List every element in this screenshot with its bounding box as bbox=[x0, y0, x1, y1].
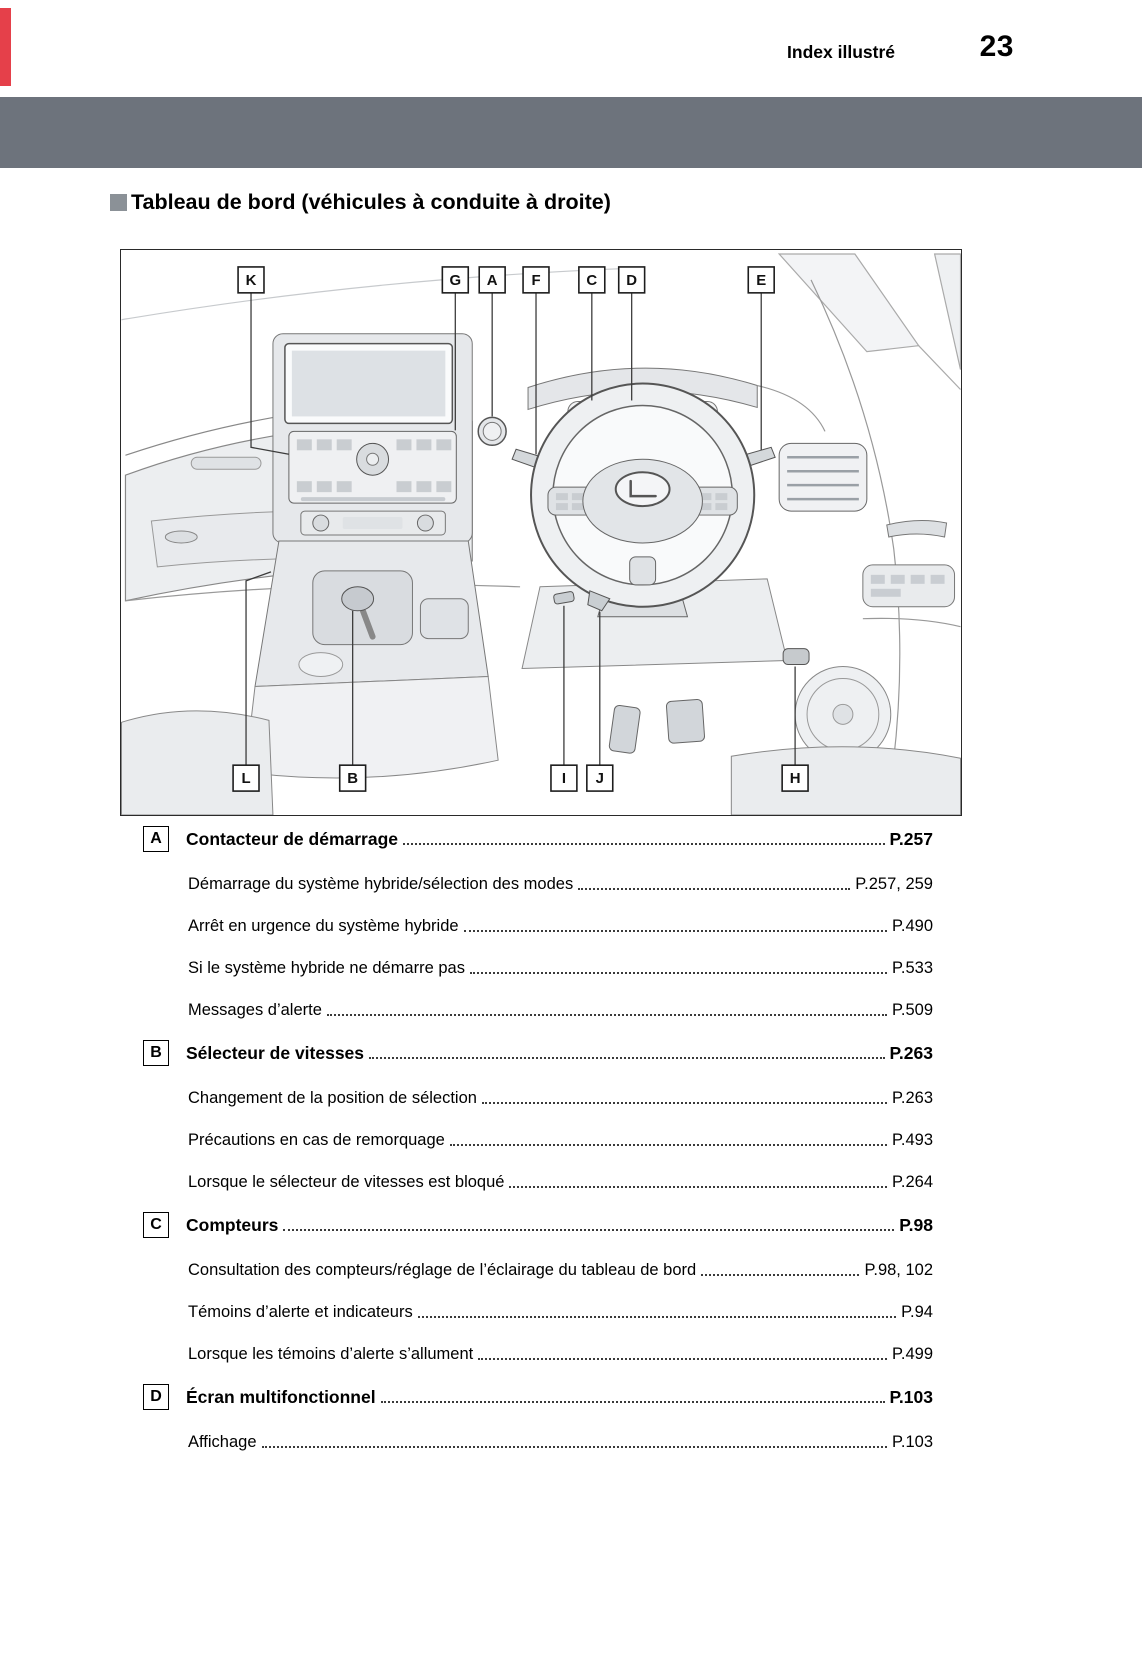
dot-leader bbox=[478, 1358, 887, 1360]
cd-slot bbox=[301, 497, 445, 501]
chapter-color-bar bbox=[0, 8, 11, 86]
dashboard-illustration bbox=[120, 249, 962, 816]
dot-leader bbox=[418, 1316, 896, 1318]
subentry-label: Affichage bbox=[188, 1432, 257, 1451]
seat-left bbox=[121, 711, 272, 815]
index-entry-D bbox=[143, 1382, 933, 1412]
callout-letter: A bbox=[486, 271, 498, 289]
page-reference: P.103 bbox=[889, 1386, 933, 1407]
index-letter-badge: B bbox=[143, 1040, 169, 1066]
index-subentry bbox=[143, 1298, 933, 1326]
page-reference: P.263 bbox=[889, 1042, 933, 1063]
index-subentry bbox=[143, 1168, 933, 1196]
dot-leader bbox=[381, 1401, 885, 1403]
page-reference: P.533 bbox=[892, 958, 933, 977]
subentry-label: Lorsque les témoins d’alerte s’allument bbox=[188, 1344, 474, 1363]
air-vent bbox=[779, 443, 867, 511]
index-entry-title: Sélecteur de vitesses bbox=[186, 1042, 365, 1063]
audio-panel bbox=[289, 431, 456, 503]
page-reference: P.499 bbox=[892, 1344, 933, 1363]
index-subentry bbox=[143, 996, 933, 1024]
subentry-label: Démarrage du système hybride/sélection des modes bbox=[188, 874, 574, 893]
section-title: Tableau de bord (véhicules à conduite à droite) bbox=[131, 190, 611, 214]
index-subentry bbox=[143, 1084, 933, 1112]
page-reference: P.257 bbox=[889, 828, 933, 849]
dot-leader bbox=[283, 1229, 894, 1231]
callout-letter: G bbox=[449, 271, 462, 289]
subentry-label: Précautions en cas de remorquage bbox=[188, 1130, 445, 1149]
index-entry-title: Contacteur de démarrage bbox=[186, 828, 399, 849]
callout-letter: K bbox=[245, 271, 257, 289]
callout-letter: E bbox=[756, 271, 767, 289]
index-entry-title: Compteurs bbox=[186, 1214, 279, 1235]
seat-right bbox=[731, 747, 960, 815]
dot-leader bbox=[470, 972, 887, 974]
callout-F bbox=[523, 267, 549, 454]
center-stack bbox=[273, 334, 472, 543]
illustrated-index-list bbox=[143, 824, 933, 1470]
page-reference: P.263 bbox=[892, 1088, 933, 1107]
index-entry-B bbox=[143, 1038, 933, 1068]
page-reference: P.493 bbox=[892, 1130, 933, 1149]
cup-holder bbox=[299, 653, 343, 677]
page-reference: P.490 bbox=[892, 916, 933, 935]
dot-leader bbox=[701, 1274, 859, 1276]
callout-A bbox=[479, 267, 505, 416]
fuel-lid-opener bbox=[783, 649, 809, 665]
callout-letter: H bbox=[789, 770, 801, 788]
page-reference: P.98 bbox=[899, 1214, 933, 1235]
subentry-label: Témoins d’alerte et indicateurs bbox=[188, 1302, 413, 1321]
index-letter-badge: A bbox=[143, 826, 169, 852]
touchpad bbox=[420, 599, 468, 639]
subentry-label: Messages d’alerte bbox=[188, 1000, 322, 1019]
subentry-label: Lorsque le sélecteur de vitesses est bloqué bbox=[188, 1172, 505, 1191]
page-reference: P.103 bbox=[892, 1432, 933, 1451]
climate-panel bbox=[301, 511, 445, 535]
dashboard-diagram bbox=[121, 250, 961, 815]
center-console bbox=[245, 541, 498, 778]
section-marker-icon bbox=[110, 194, 127, 211]
page-number: 23 bbox=[979, 30, 1014, 63]
index-letter-badge: C bbox=[143, 1212, 169, 1238]
door-right bbox=[757, 386, 960, 763]
index-subentry bbox=[143, 870, 933, 898]
callout-letter: C bbox=[586, 271, 598, 289]
accelerator-pedal bbox=[666, 699, 705, 743]
lexus-emblem-icon bbox=[616, 472, 670, 506]
index-subentry bbox=[143, 1428, 933, 1456]
dot-leader bbox=[369, 1057, 884, 1059]
dot-leader bbox=[482, 1102, 887, 1104]
index-subentry bbox=[143, 1256, 933, 1284]
dot-leader bbox=[509, 1186, 887, 1188]
chapter-banner bbox=[0, 97, 1142, 168]
dot-leader bbox=[464, 930, 887, 932]
page-reference: P.264 bbox=[892, 1172, 933, 1191]
pedals bbox=[609, 699, 705, 754]
subentry-label: Arrêt en urgence du système hybride bbox=[188, 916, 459, 935]
dot-leader bbox=[578, 888, 850, 890]
index-subentry bbox=[143, 912, 933, 940]
index-subentry bbox=[143, 1340, 933, 1368]
dot-leader bbox=[403, 843, 885, 845]
page-reference: P.98, 102 bbox=[864, 1260, 933, 1279]
center-display bbox=[285, 344, 452, 424]
page-reference: P.509 bbox=[892, 1000, 933, 1019]
index-entry-C bbox=[143, 1210, 933, 1240]
callout-letter: L bbox=[241, 770, 251, 788]
callout-letter: I bbox=[561, 770, 566, 788]
index-entry-title: Écran multifonctionnel bbox=[186, 1386, 376, 1407]
callout-letter: D bbox=[626, 271, 638, 289]
subentry-label: Si le système hybride ne démarre pas bbox=[188, 958, 465, 977]
index-letter-badge: D bbox=[143, 1384, 169, 1410]
callout-letter: J bbox=[595, 770, 604, 788]
page-reference: P.257, 259 bbox=[855, 874, 933, 893]
window-switches bbox=[863, 565, 955, 607]
brake-pedal bbox=[609, 705, 641, 754]
index-subentry bbox=[143, 1126, 933, 1154]
section-heading bbox=[110, 190, 611, 215]
armrest bbox=[245, 676, 498, 777]
page-reference: P.94 bbox=[901, 1302, 933, 1321]
dot-leader bbox=[327, 1014, 887, 1016]
callout-letter: B bbox=[347, 770, 359, 788]
index-subentry bbox=[143, 954, 933, 982]
callout-letter: F bbox=[531, 271, 541, 289]
door-handle bbox=[887, 520, 947, 537]
dot-leader bbox=[262, 1446, 888, 1448]
header-section-label: Index illustré bbox=[787, 42, 895, 62]
steering-wheel bbox=[531, 384, 754, 607]
subentry-label: Changement de la position de sélection bbox=[188, 1088, 477, 1107]
dot-leader bbox=[450, 1144, 887, 1146]
index-entry-A bbox=[143, 824, 933, 854]
subentry-label: Consultation des compteurs/réglage de l’éclairage du tableau de bord bbox=[188, 1260, 697, 1279]
callout-E bbox=[748, 267, 774, 450]
start-switch bbox=[478, 417, 506, 445]
